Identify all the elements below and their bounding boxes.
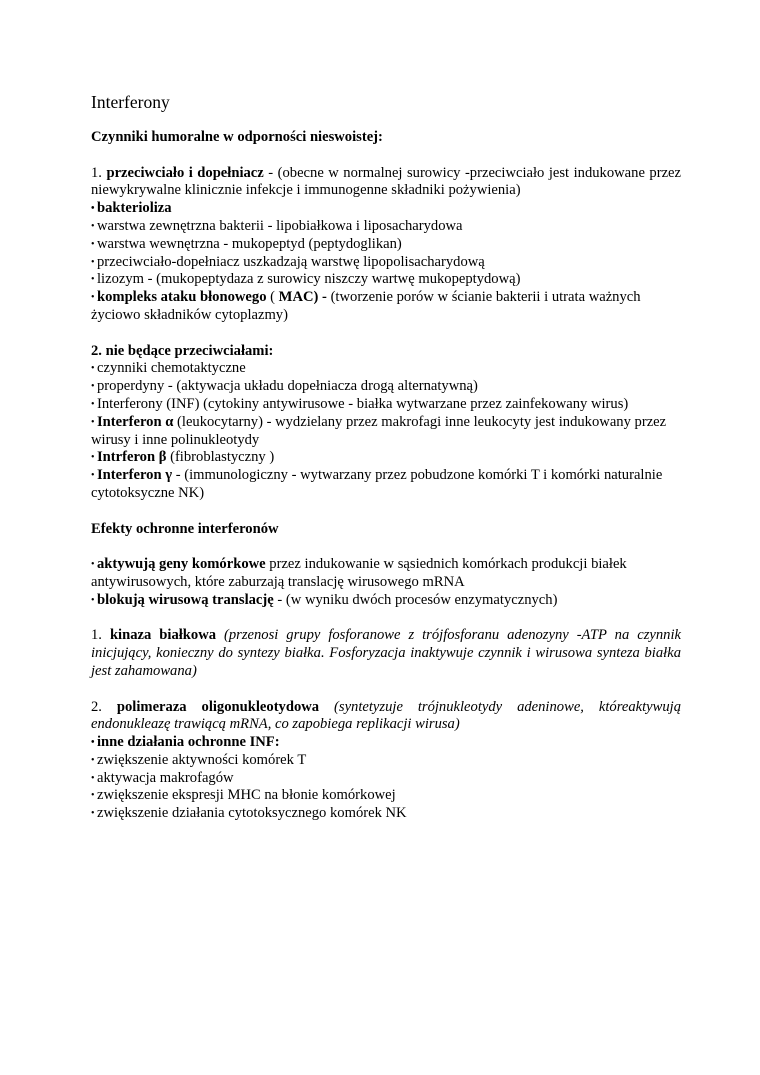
bullet-item: • zwiększenie ekspresji MHC na błonie komórkowej [91, 787, 681, 805]
bullet-block-translation: • blokują wirusową translację - (w wyniku dwóch procesów enzymatycznych) [91, 592, 681, 610]
bullet-item: • Interferony (INF) (cytokiny antywirusowe - białka wytwarzane przez zainfekowany wirus) [91, 396, 681, 414]
bullet-item: • przeciwciało-dopełniacz uszkadzają warstwę lipopolisacharydową [91, 254, 681, 272]
bullet-item: • properdyny - (aktywacja układu dopełniacza drogą alternatywną) [91, 378, 681, 396]
section-heading-non-antibody: 2. nie będące przeciwciałami: [91, 342, 274, 359]
item-antibody-complement: 1. przeciwciało i dopełniacz - (obecne w normalnej surowicy -przeciwciało jest indukowane przez niewykrywalne klinicznie infekcje i immunogenne składniki pożywienia) [91, 164, 682, 199]
bullet-item: • zwiększenie działania cytotoksycznego komórek NK [91, 805, 681, 823]
document-page [91, 91, 681, 823]
section-heading-humoral: Czynniki humoralne w odporności nieswoistej: [91, 129, 383, 145]
bullet-interferon-gamma: • Interferon γ - (immunologiczny - wytwarzany przez pobudzone komórki T i komórki naturalnie cytotoksyczne NK) [91, 467, 681, 503]
bullet-item: • warstwa wewnętrzna - mukopeptyd (peptydoglikan) [91, 236, 681, 254]
bullet-item: • lizozym - (mukopeptydaza z surowicy niszczy wartwę mukopeptydową) [91, 271, 681, 289]
bullet-interferon-beta: • Intrferon β (fibroblastyczny ) [91, 449, 681, 467]
bullet-activate-genes: • aktywują geny komórkowe przez indukowanie w sąsiednich komórkach produkcji białek antywirusowych, które zaburzają translację wirusowego mRNA [91, 556, 681, 592]
item-oligonucleotide-polymerase: 2. polimeraza oligonukleotydowa (syntetyzuje trójnukleotydy adeninowe, któreaktywują endonukleazę trawiącą mRNA, co zapobiega replikacji wirusa) [91, 698, 682, 733]
bullet-other-heading: • inne działania ochronne INF: [91, 734, 681, 752]
document-title: Interferony [91, 92, 170, 112]
bullet-mac: • kompleks ataku błonowego ( MAC) - (tworzenie porów w ścianie bakterii i utrata ważnych życiowo składników cytoplazmy) [91, 289, 681, 325]
item-protein-kinase: 1. kinaza białkowa (przenosi grupy fosforanowe z trójfosforanu adenozyny -ATP na czynnik inicjujący, konieczny do syntezy białka. Fosforyzacja inaktywuje czynnik i wirusowa synteza białka jest zahamowana) [91, 627, 681, 679]
section-heading-effects: Efekty ochronne interferonów [91, 520, 279, 537]
bullet-item: • zwiększenie aktywności komórek T [91, 752, 681, 770]
bullet-item: • aktywacja makrofagów [91, 770, 681, 788]
bullet-bakterioliza: • bakterioliza [91, 200, 681, 218]
bullet-item: • czynniki chemotaktyczne [91, 360, 681, 378]
bullet-item: • warstwa zewnętrzna bakterii - lipobiałkowa i liposacharydowa [91, 218, 681, 236]
bullet-interferon-alpha: • Interferon α (leukocytarny) - wydzielany przez makrofagi inne leukocyty jest indukowany przez wirusy i inne polinukleotydy [91, 414, 681, 450]
